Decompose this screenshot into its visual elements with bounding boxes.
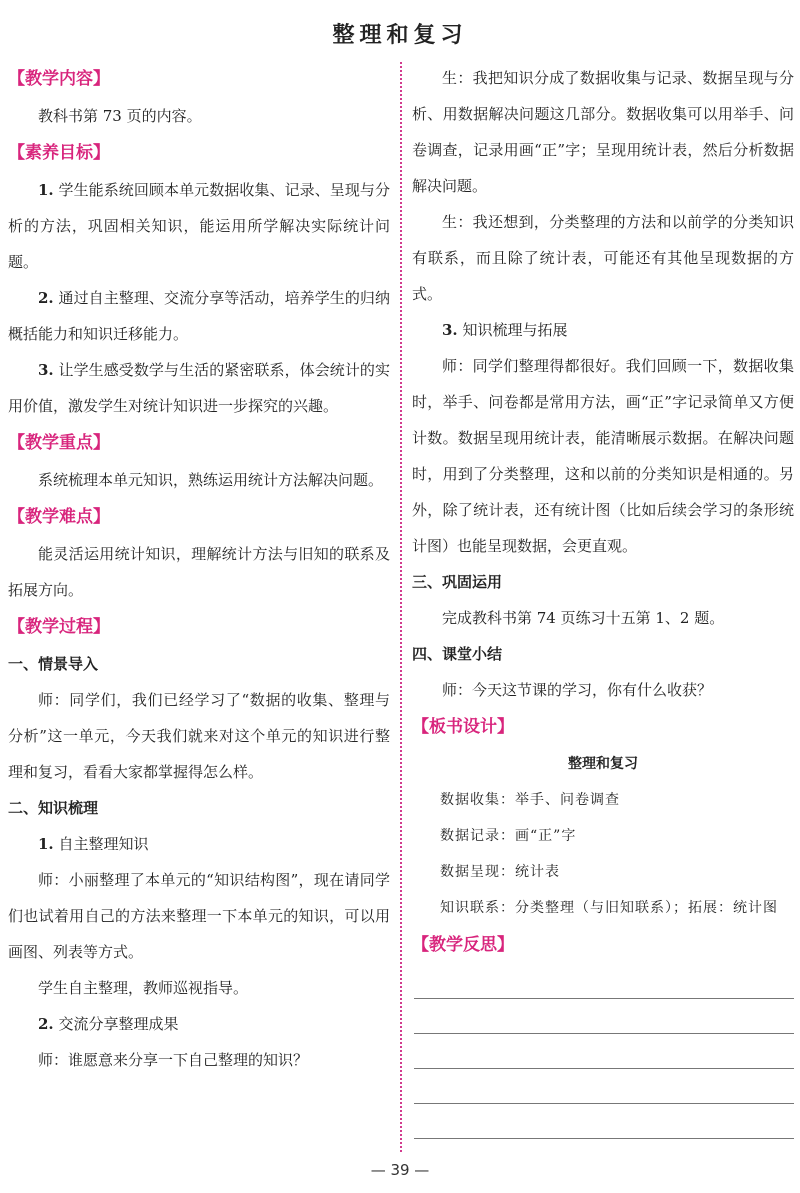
board-line: 数据呈现：统计表 (440, 864, 560, 880)
left-column (8, 60, 390, 1078)
goal-3-text: 让学生感受数学与生活的紧密联系，体会统计的实用价值，激发学生对统计知识进一步探究的兴趣。 (8, 361, 390, 415)
intro-text: 师：同学们，我们已经学习了“数据的收集、整理与分析”这一单元，今天我们就来对这个单元的知识进行整理和复习，看看大家都掌握得怎么样。 (8, 691, 390, 781)
heading-reflection: 【教学反思】 (412, 935, 514, 955)
teacher-summary: 师：同学们整理得都很好。我们回顾一下，数据收集时，举手、问卷都是常用方法，画“正”字记录简单又方便计数。数据呈现用统计表，能清晰展示数据。在解决问题时，用到了分类整理，这和以前的分类知识是相通的。另外，除了统计表，还有统计图（比如后续会学习的条形统计图）也能呈现数据，会更直观。 (412, 357, 794, 555)
step-1-title: 自主整理知识 (53, 835, 149, 853)
writing-line (414, 1034, 794, 1069)
step-2-number: 2. (38, 1015, 54, 1033)
content-text: 教科书第 73 页的内容。 (38, 107, 202, 125)
section-practice: 三、巩固运用 (412, 573, 503, 591)
step-1-text-2: 学生自主整理，教师巡视指导。 (38, 979, 249, 997)
step-2-text: 师：谁愿意来分享一下自己整理的知识？ (38, 1051, 309, 1069)
goal-3 (8, 352, 390, 424)
step-3 (412, 312, 794, 348)
goal-3-number: 3. (38, 361, 54, 379)
reflection-lines (412, 964, 794, 1139)
writing-line (414, 1069, 794, 1104)
step-2 (8, 1006, 390, 1042)
step-2-title: 交流分享整理成果 (53, 1015, 179, 1033)
board-title: 整理和复习 (568, 756, 638, 772)
right-column (412, 60, 794, 1139)
goal-1-number: 1. (38, 181, 54, 199)
page-number: — 39 — (370, 1161, 430, 1179)
step-1-text: 师：小丽整理了本单元的“知识结构图”，现在请同学们也试着用自己的方法来整理一下本单元的知识，可以用画图、列表等方式。 (8, 871, 390, 961)
heading-process: 【教学过程】 (8, 617, 110, 637)
goal-2 (8, 280, 390, 352)
step-3-title: 知识梳理与拓展 (457, 321, 568, 339)
writing-line (414, 964, 794, 999)
page-title: 整理和复习 (332, 22, 468, 48)
heading-difficulties: 【教学难点】 (8, 507, 110, 527)
section-intro: 一、情景导入 (8, 655, 99, 673)
board-line: 数据收集：举手、问卷调查 (440, 792, 620, 808)
board-line: 知识联系：分类整理（与旧知联系）；拓展：统计图 (440, 900, 778, 916)
section-knowledge: 二、知识梳理 (8, 799, 99, 817)
heading-key-points: 【教学重点】 (8, 433, 110, 453)
board-line: 数据记录：画“正”字 (440, 828, 577, 844)
goal-1 (8, 172, 390, 280)
writing-line (414, 999, 794, 1034)
student-answer-1: 生：我把知识分成了数据收集与记录、数据呈现与分析、用数据解决问题这几部分。数据收集可以用举手、问卷调查，记录用画“正”字；呈现用统计表，然后分析数据解决问题。 (412, 69, 794, 195)
writing-line (414, 1104, 794, 1139)
step-1 (8, 826, 390, 862)
column-divider (400, 62, 402, 1152)
heading-content: 【教学内容】 (8, 69, 110, 89)
heading-board: 【板书设计】 (412, 717, 514, 737)
goal-2-number: 2. (38, 289, 54, 307)
practice-text: 完成教科书第 74 页练习十五第 1、2 题。 (442, 609, 725, 627)
goal-2-text: 通过自主整理、交流分享等活动，培养学生的归纳概括能力和知识迁移能力。 (8, 289, 390, 343)
difficulties-text: 能灵活运用统计知识，理解统计方法与旧知的联系及拓展方向。 (8, 545, 390, 599)
key-points-text: 系统梳理本单元知识，熟练运用统计方法解决问题。 (38, 471, 384, 489)
goal-1-text: 学生能系统回顾本单元数据收集、记录、呈现与分析的方法，巩固相关知识，能运用所学解决实际统计问题。 (8, 181, 390, 271)
summary-text: 师：今天这节课的学习，你有什么收获？ (442, 681, 713, 699)
step-1-number: 1. (38, 835, 54, 853)
heading-goals: 【素养目标】 (8, 143, 110, 163)
student-answer-2: 生：我还想到，分类整理的方法和以前学的分类知识有联系，而且除了统计表，可能还有其他呈现数据的方式。 (412, 213, 794, 303)
section-summary: 四、课堂小结 (412, 645, 503, 663)
step-3-number: 3. (442, 321, 458, 339)
